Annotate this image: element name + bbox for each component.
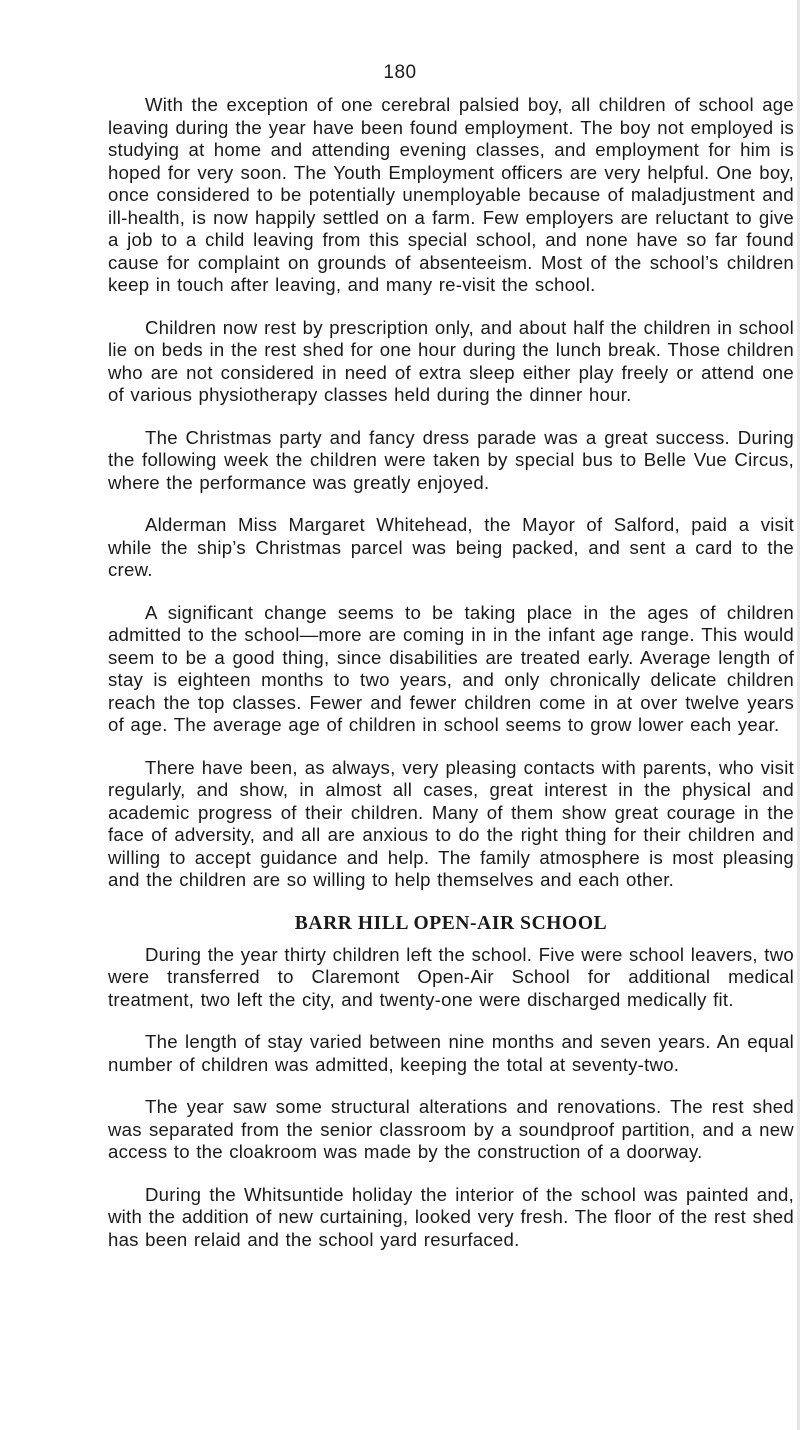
- paragraph-christmas-party: The Christmas party and fancy dress parade was a great success. During the following week the children were taken by special bus to Belle Vue Circus, where the performance was greatly enjoyed.: [108, 426, 794, 493]
- paragraph-employment: With the exception of one cerebral palsied boy, all children of school age leaving during the year have been found employment. The boy not employed is studying at home and attending evening classes, and employment for him is hoped for very soon. The Youth Employment officers are very helpful. One boy, once considered to be potentially unemployable because of maladjustment and ill-health, is now happily settled on a farm. Few employers are reluctant to give a job to a child leaving from this special school, and none have so far found cause for complaint on grounds of absenteeism. Most of the school’s children keep in touch after leaving, and many re-visit the school.: [108, 94, 794, 295]
- paragraph-admission-ages: A significant change seems to be taking place in the ages of children admitted to the school—more are coming in in the infant age range. This would seem to be a good thing, since disabilities are treated early. Average length of stay is eighteen months to two years, and only chronically delicate children reach the top classes. Fewer and fewer children come in at over twelve years of age. The average age of children in school seems to grow lower each year.: [108, 601, 794, 735]
- paragraph-length-of-stay: The length of stay varied between nine months and seven years. An equal number of children was admitted, keeping the total at seventy-two.: [108, 1031, 794, 1075]
- section-heading: BARR HILL OPEN-AIR SCHOOL: [294, 912, 608, 934]
- paragraph-rest: Children now rest by prescription only, and about half the children in school lie on beds in the rest shed for one hour during the lunch break. Those children who are not considered in need of extra sleep either play freely or attend one of various physiotherapy classes held during the dinner hour.: [108, 316, 794, 405]
- paragraph-leavers: During the year thirty children left the school. Five were school leavers, two were transferred to Claremont Open-Air School for additional medical treatment, two left the city, and twenty-one were discharged medically fit.: [108, 943, 794, 1010]
- paragraph-alterations: The year saw some structural alterations and renovations. The rest shed was separated from the senior classroom by a soundproof partition, and a new access to the cloakroom was made by the construction of a doorway.: [108, 1096, 794, 1162]
- paragraph-painting: During the Whitsuntide holiday the interior of the school was painted and, with the addition of new curtaining, looked very fresh. The floor of the rest shed has been relaid and the school yard resurfaced.: [108, 1183, 794, 1250]
- paragraph-parents: There have been, as always, very pleasing contacts with parents, who visit regularly, and show, in almost all cases, great interest in the physical and academic progress of their children. Many of them show great courage in the face of adversity, and all are anxious to do the right thing for their children and willing to accept guidance and help. The family atmosphere is most pleasing and the children are so willing to help themselves and each other.: [108, 756, 794, 890]
- paragraph-mayor-visit: Alderman Miss Margaret Whitehead, the Mayor of Salford, paid a visit while the ship’s Christmas parcel was being packed, and sent a card to the crew.: [108, 514, 794, 580]
- body-text: [108, 94, 794, 1271]
- page-number: 180: [383, 62, 417, 83]
